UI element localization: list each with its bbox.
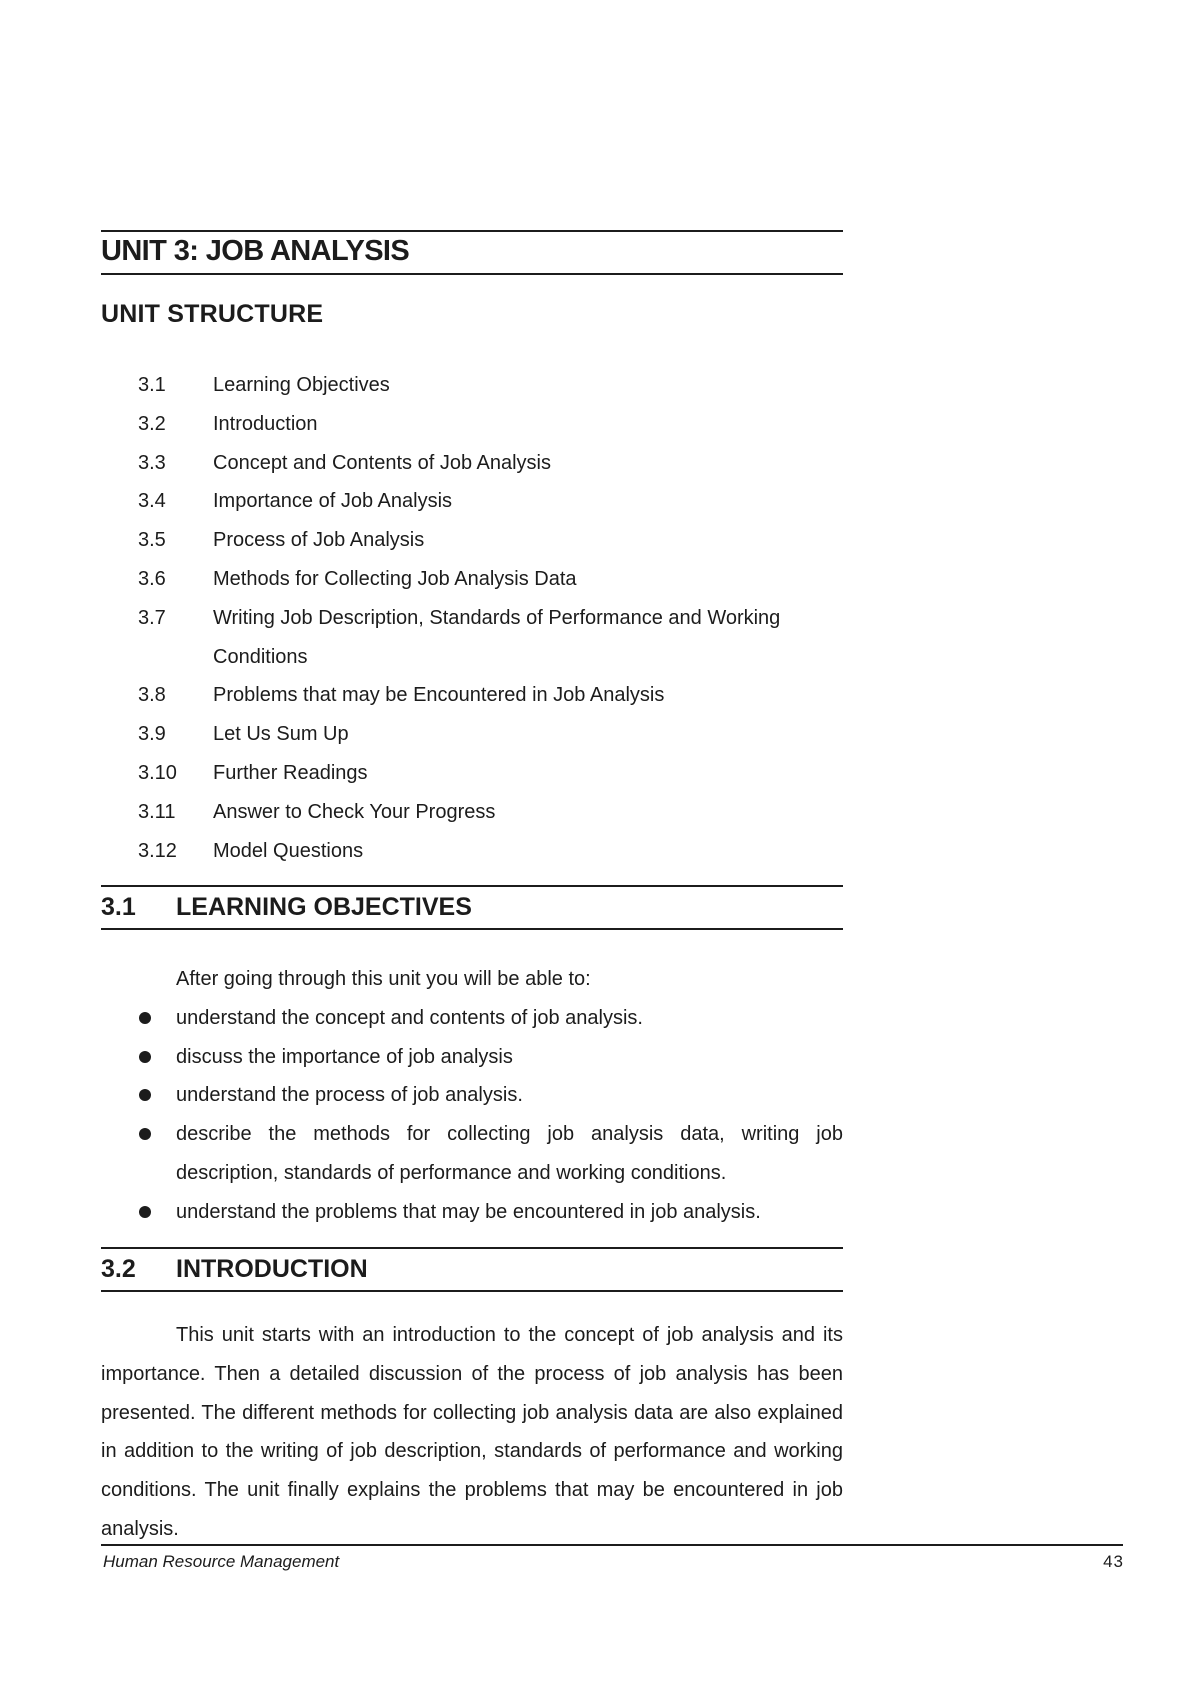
unit-structure-heading: UNIT STRUCTURE bbox=[101, 300, 324, 328]
list-item bbox=[101, 1193, 843, 1232]
list-item bbox=[101, 1115, 843, 1193]
toc-title: Writing Job Description, Standards of Performance and Working Conditions bbox=[213, 606, 781, 668]
title-top-rule bbox=[101, 230, 843, 232]
toc-item bbox=[138, 599, 858, 677]
toc-number: 3.3 bbox=[138, 451, 166, 474]
toc-number: 3.11 bbox=[138, 800, 176, 823]
section-2-top-rule bbox=[101, 1247, 843, 1249]
bullet-icon bbox=[101, 1193, 176, 1232]
toc-number: 3.2 bbox=[138, 412, 166, 435]
toc-item bbox=[138, 444, 858, 483]
toc-item bbox=[138, 521, 858, 560]
toc-number: 3.4 bbox=[138, 490, 166, 513]
toc-title: Further Readings bbox=[213, 761, 368, 784]
page-number: 43 bbox=[1103, 1552, 1124, 1571]
toc-item bbox=[138, 754, 858, 793]
section-title: INTRODUCTION bbox=[176, 1255, 368, 1283]
toc-title: Concept and Contents of Job Analysis bbox=[213, 451, 551, 474]
toc-number: 3.1 bbox=[138, 374, 166, 396]
toc-title: Problems that may be Encountered in Job Analysis bbox=[213, 684, 665, 707]
toc-item bbox=[138, 405, 858, 444]
toc-number: 3.12 bbox=[138, 839, 177, 862]
objective-text: describe the methods for collecting job analysis data, writing job description, standards of performance and working conditions. bbox=[176, 1123, 843, 1184]
learning-objectives-body bbox=[101, 960, 843, 1232]
list-item bbox=[101, 999, 843, 1038]
toc-item bbox=[138, 560, 858, 599]
toc-title: Learning Objectives bbox=[213, 374, 390, 396]
section-1-top-rule bbox=[101, 885, 843, 887]
objective-text: understand the problems that may be encountered in job analysis. bbox=[176, 1200, 761, 1223]
toc-number: 3.8 bbox=[138, 684, 166, 707]
unit-title: UNIT 3: JOB ANALYSIS bbox=[101, 235, 410, 267]
section-number: 3.1 bbox=[101, 893, 136, 921]
toc-title: Methods for Collecting Job Analysis Data bbox=[213, 567, 577, 590]
objective-text: discuss the importance of job analysis bbox=[176, 1045, 513, 1068]
section-1-bottom-rule bbox=[101, 928, 843, 930]
toc-item bbox=[138, 793, 858, 832]
objective-text: understand the concept and contents of job analysis. bbox=[176, 1006, 643, 1029]
toc-number: 3.6 bbox=[138, 567, 166, 590]
bullet-icon bbox=[101, 999, 176, 1038]
toc-title: Process of Job Analysis bbox=[213, 529, 425, 552]
toc-title: Answer to Check Your Progress bbox=[213, 800, 496, 823]
objectives-list bbox=[101, 999, 843, 1232]
section-title: LEARNING OBJECTIVES bbox=[176, 893, 472, 921]
table-of-contents bbox=[138, 366, 858, 870]
toc-title: Let Us Sum Up bbox=[213, 723, 349, 746]
bullet-icon bbox=[101, 1076, 176, 1115]
toc-item bbox=[138, 832, 858, 871]
footer-rule bbox=[101, 1544, 1123, 1546]
objective-text: understand the process of job analysis. bbox=[176, 1084, 523, 1107]
toc-number: 3.10 bbox=[138, 761, 177, 784]
introduction-paragraph: This unit starts with an introduction to the concept of job analysis and its importance. Then a detailed discussion of the process of job analysis has been presented. The different methods for collecting job analysis data are also explained in addition to the writing of job description, standards of performance and working conditions. The unit finally explains the problems that may be encountered in job analysis. bbox=[101, 1324, 843, 1540]
section-heading-introduction bbox=[101, 1255, 368, 1284]
footer-book-title: Human Resource Management bbox=[103, 1552, 340, 1571]
objectives-lead: After going through this unit you will be able to: bbox=[176, 968, 591, 990]
list-item bbox=[101, 1076, 843, 1115]
toc-title: Introduction bbox=[213, 412, 318, 435]
toc-item bbox=[138, 676, 858, 715]
bullet-icon bbox=[101, 1038, 176, 1077]
section-number: 3.2 bbox=[101, 1255, 136, 1283]
section-2-bottom-rule bbox=[101, 1290, 843, 1292]
list-item bbox=[101, 1038, 843, 1077]
toc-item bbox=[138, 715, 858, 754]
toc-item bbox=[138, 366, 858, 405]
toc-item bbox=[138, 482, 858, 521]
toc-title: Importance of Job Analysis bbox=[213, 490, 453, 513]
toc-title: Model Questions bbox=[213, 839, 364, 862]
title-bottom-rule bbox=[101, 273, 843, 275]
bullet-icon bbox=[101, 1115, 176, 1193]
section-heading-learning-objectives bbox=[101, 893, 472, 922]
toc-number: 3.9 bbox=[138, 723, 166, 746]
toc-number: 3.7 bbox=[138, 606, 166, 629]
toc-number: 3.5 bbox=[138, 529, 166, 552]
